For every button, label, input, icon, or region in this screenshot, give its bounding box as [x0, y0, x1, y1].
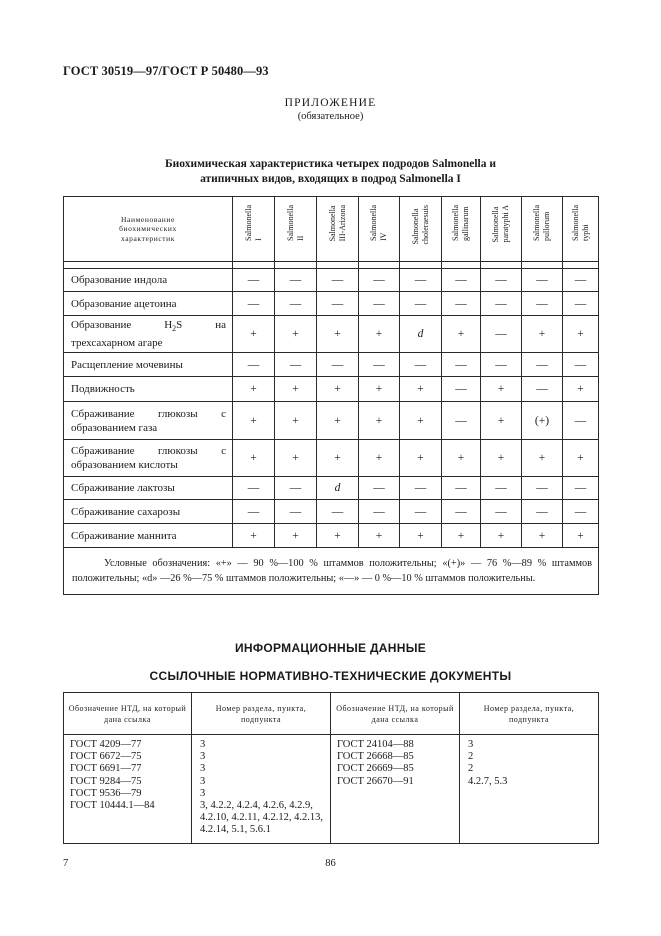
characteristic-name — [64, 316, 233, 353]
result-cell: — — [522, 477, 563, 500]
result-cell: — — [359, 353, 400, 377]
section-number: 3 — [200, 751, 206, 763]
result-cell: + — [233, 402, 275, 440]
result-cell: — — [442, 353, 481, 377]
species-header — [442, 197, 481, 262]
result-cell: — — [275, 292, 317, 316]
names-header-line: биохимических — [119, 224, 177, 234]
species-header — [522, 197, 563, 262]
species-name: II — [295, 235, 305, 241]
appendix-note: (обязательное) — [297, 111, 364, 122]
species-name: paratyphi A — [501, 205, 510, 243]
result-cell: + — [359, 402, 400, 440]
result-cell: + — [563, 316, 599, 353]
result-cell: — — [359, 269, 400, 292]
characteristic-name — [64, 500, 233, 524]
result-cell: — — [522, 377, 563, 402]
characteristic-name — [64, 402, 233, 440]
result-cell: + — [275, 377, 317, 402]
species-name: typhi — [580, 224, 590, 241]
species-header — [400, 197, 442, 262]
doc-designation-header: Обозначение НТД, на который дана ссылка — [64, 693, 192, 735]
characteristic-text: Сбраживание сахарозы — [71, 505, 181, 518]
result-cell: — — [233, 477, 275, 500]
result-cell: d — [400, 316, 442, 353]
result-cell: — — [233, 353, 275, 377]
result-cell: — — [275, 500, 317, 524]
result-cell: — — [563, 500, 599, 524]
result-cell: — — [359, 477, 400, 500]
table-row — [64, 477, 599, 500]
result-cell: + — [400, 402, 442, 440]
doc-designation: ГОСТ 6691—77 — [70, 763, 142, 775]
result-cell: + — [275, 316, 317, 353]
result-cell: + — [317, 377, 359, 402]
result-cell: + — [275, 524, 317, 548]
doc-designation: ГОСТ 26668—85 — [337, 751, 414, 763]
species-name: IV — [379, 232, 388, 241]
doc-designation: ГОСТ 24104—88 — [337, 739, 414, 750]
result-cell: — — [442, 269, 481, 292]
species-name: gallinarum — [461, 206, 470, 241]
result-cell: — — [522, 269, 563, 292]
result-cell: — — [481, 477, 522, 500]
section-number: 3 — [468, 739, 474, 750]
names-column-header — [64, 197, 233, 262]
species-genus: Salmonella — [451, 205, 460, 241]
doc-designation: ГОСТ 4209—77 — [70, 739, 142, 750]
result-cell: — — [563, 353, 599, 377]
characteristic-name — [64, 269, 233, 292]
result-cell: + — [317, 524, 359, 548]
characteristic-name — [64, 440, 233, 477]
result-cell: — — [442, 377, 481, 402]
doc-designation-header: Обозначение НТД, на который дана ссылка — [331, 693, 460, 735]
characteristic-text: Образование H — [71, 318, 173, 331]
result-cell: — — [275, 353, 317, 377]
table-row — [64, 500, 599, 524]
characteristic-text: Сбраживание лактозы — [71, 482, 175, 494]
characteristic-text: Сбраживание глюкозы с образованием кислоты — [71, 445, 226, 471]
result-cell: + — [522, 524, 563, 548]
result-cell: — — [442, 500, 481, 524]
result-cell: — — [400, 477, 442, 500]
section-number: 2 — [468, 763, 474, 775]
result-cell: + — [359, 440, 400, 477]
section-number: 3 — [200, 763, 206, 775]
species-header — [359, 197, 400, 262]
result-cell: + — [442, 524, 481, 548]
result-cell: + — [275, 440, 317, 477]
result-cell: — — [317, 269, 359, 292]
species-name: pullorum — [542, 211, 551, 241]
result-cell: d — [317, 477, 359, 500]
doc-designation: ГОСТ 10444.1—84 — [70, 800, 155, 812]
result-cell: + — [563, 524, 599, 548]
section-number: 3 — [200, 739, 206, 750]
section-number: 3 — [200, 787, 206, 799]
result-cell: — — [233, 500, 275, 524]
section-number-header: Номер раздела, пункта, подпункта — [192, 693, 331, 735]
names-header-line: Наименование — [121, 214, 175, 224]
result-cell: + — [442, 440, 481, 477]
result-cell: — — [522, 500, 563, 524]
spacer-row — [64, 262, 599, 269]
result-cell: — — [317, 292, 359, 316]
references-heading: ССЫЛОЧНЫЕ НОРМАТИВНО-ТЕХНИЧЕСКИЕ ДОКУМЕНТЫ — [149, 669, 512, 683]
species-genus: Salmonella — [369, 205, 378, 241]
section-number: 3 — [200, 775, 206, 787]
result-cell: + — [563, 440, 599, 477]
result-cell: — — [522, 292, 563, 316]
doc-designation: ГОСТ 26670—91 — [337, 775, 414, 787]
result-cell: — — [442, 477, 481, 500]
names-header-line: характеристик — [120, 233, 176, 243]
species-genus: Salmonella — [410, 208, 420, 245]
species-genus: Salmonella — [570, 205, 580, 241]
result-cell: — — [275, 477, 317, 500]
species-genus: Salmonella — [243, 205, 253, 241]
table-row — [64, 292, 599, 316]
result-cell: — — [563, 269, 599, 292]
result-cell: — — [442, 292, 481, 316]
species-genus: Salmonella — [491, 206, 500, 243]
species-genus: Salmonella — [327, 205, 337, 242]
characteristic-name — [64, 477, 233, 500]
result-cell: — — [400, 292, 442, 316]
result-cell: — — [400, 353, 442, 377]
table-title-line-2: атипичных видов, входящих в подрод Salmonella I — [200, 173, 461, 185]
page-number-left: 7 — [63, 858, 69, 869]
result-cell: + — [481, 440, 522, 477]
species-header — [563, 197, 599, 262]
result-cell: — — [233, 292, 275, 316]
result-cell: — — [442, 402, 481, 440]
result-cell: + — [481, 524, 522, 548]
doc-designation: ГОСТ 26669—85 — [337, 763, 414, 775]
characteristic-text: S на трехсахарном агаре — [71, 318, 226, 350]
section-number: 2 — [468, 751, 474, 763]
characteristic-text: Сбраживание глюкозы с образованием газа — [71, 407, 226, 434]
result-cell: + — [400, 440, 442, 477]
right-sections-cell — [460, 735, 599, 844]
biochemical-table — [63, 196, 599, 595]
result-cell: — — [522, 353, 563, 377]
doc-designation: ГОСТ 6672—75 — [70, 751, 142, 763]
appendix-title: ПРИЛОЖЕНИЕ — [284, 97, 377, 109]
result-cell: + — [233, 377, 275, 402]
result-cell: — — [481, 500, 522, 524]
section-number: 3, 4.2.2, 4.2.4, 4.2.6, 4.2.9, 4.2.10, 4.2.11, 4.2.12, 4.2.13, 4.2.14, 5.1, 5.6.1 — [200, 800, 323, 836]
info-heading: ИНФОРМАЦИОННЫЕ ДАННЫЕ — [234, 641, 427, 655]
table-row — [64, 269, 599, 292]
result-cell: — — [563, 292, 599, 316]
characteristic-text: Образование ацетоина — [71, 297, 177, 310]
result-cell: — — [481, 353, 522, 377]
result-cell: + — [522, 316, 563, 353]
result-cell: + — [317, 402, 359, 440]
result-cell: — — [400, 500, 442, 524]
result-cell: — — [563, 402, 599, 440]
characteristic-name — [64, 377, 233, 402]
legend-note: Условные обозначения: «+» — 90 %—100 % штаммов положительны; «(+)» — 76 %—89 % штаммов положительны; «d» —26 %—75 % штаммов положительны; «—» — 0 %—10 % штаммов положительны. — [64, 548, 599, 595]
result-cell: — — [359, 292, 400, 316]
section-number: 4.2.7, 5.3 — [468, 775, 508, 787]
characteristic-text: Подвижность — [71, 383, 135, 395]
subscript: 2 — [172, 324, 177, 334]
table-row — [64, 377, 599, 402]
species-header — [275, 197, 317, 262]
species-name: III-Arizona — [337, 205, 347, 242]
result-cell: — — [317, 353, 359, 377]
doc-designation: ГОСТ 9284—75 — [70, 775, 142, 787]
result-cell: (+) — [522, 402, 563, 440]
result-cell: — — [400, 269, 442, 292]
result-cell: + — [233, 440, 275, 477]
result-cell: + — [275, 402, 317, 440]
right-docs-cell — [331, 735, 460, 844]
result-cell: — — [563, 477, 599, 500]
result-cell: + — [233, 524, 275, 548]
table-row — [64, 440, 599, 477]
doc-designation: ГОСТ 9536—79 — [70, 787, 142, 799]
species-header — [233, 197, 275, 262]
result-cell: + — [563, 377, 599, 402]
result-cell: + — [522, 440, 563, 477]
table-title-line-1: Биохимическая характеристика четырех подродов Salmonella и — [165, 158, 496, 170]
result-cell: — — [233, 269, 275, 292]
result-cell: + — [400, 524, 442, 548]
table-row — [64, 353, 599, 377]
left-docs-cell — [64, 735, 192, 844]
table-row — [64, 524, 599, 548]
result-cell: — — [275, 269, 317, 292]
table-row — [64, 316, 599, 353]
table-row — [64, 402, 599, 440]
species-genus: Salmonella — [285, 205, 295, 241]
characteristic-text: Образование индола — [71, 274, 168, 286]
species-header — [481, 197, 522, 262]
characteristic-name — [64, 353, 233, 377]
result-cell: + — [359, 316, 400, 353]
result-cell: — — [317, 500, 359, 524]
species-name: I — [253, 238, 263, 241]
result-cell: — — [481, 292, 522, 316]
page-number: 86 — [325, 858, 336, 869]
result-cell: + — [233, 316, 275, 353]
result-cell: + — [400, 377, 442, 402]
characteristic-name — [64, 524, 233, 548]
left-sections-cell — [192, 735, 331, 844]
result-cell: — — [359, 500, 400, 524]
result-cell: + — [359, 377, 400, 402]
references-table — [63, 692, 599, 844]
result-cell: + — [481, 377, 522, 402]
species-name: choleraesuis — [420, 205, 430, 245]
characteristic-name — [64, 292, 233, 316]
result-cell: + — [317, 440, 359, 477]
section-number-header: Номер раздела, пункта, подпункта — [460, 693, 599, 735]
result-cell: + — [359, 524, 400, 548]
species-genus: Salmonella — [532, 205, 541, 241]
result-cell: + — [481, 402, 522, 440]
characteristic-text: Расщепление мочевины — [71, 358, 183, 371]
standard-designation: ГОСТ 30519—97/ГОСТ Р 50480—93 — [63, 64, 269, 78]
result-cell: + — [442, 316, 481, 353]
result-cell: — — [481, 316, 522, 353]
result-cell: — — [481, 269, 522, 292]
species-header — [317, 197, 359, 262]
characteristic-text: Сбраживание маннита — [71, 529, 177, 542]
result-cell: + — [317, 316, 359, 353]
